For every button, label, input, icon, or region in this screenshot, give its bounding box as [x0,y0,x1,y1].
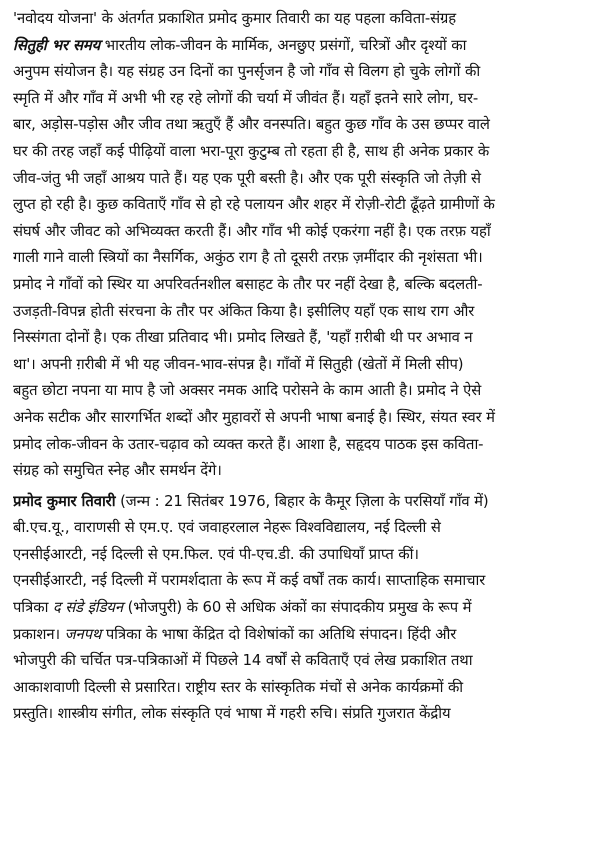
text-line: एनसीईआरटी, नई दिल्ली से एम.फिल. एवं पी-एच.डी. की उपाधियाँ प्राप्त कीं। [13,545,419,563]
magazine-title: द संडे इंडियन [52,599,123,617]
text-line: आकाशवाणी दिल्ली से प्रसारित। राष्ट्रीय स्तर के सांस्कृतिक मंचों से अनेक कार्यक्रमों की [13,678,464,696]
text-line [13,622,590,649]
text-line: प्रस्तुति। शास्त्रीय संगीत, लोक संस्कृति एवं भाषा में गहरी रुचि। संप्रति गुजरात केंद्रीय [13,705,451,723]
text-line [13,595,590,622]
text-line: भोजपुरी की चर्चित पत्र-पत्रिकाओं में पिछले 14 वर्षों से कविताएँ एवं लेख प्रकाशित तथा [13,652,473,670]
text-line [13,489,590,516]
text-line: संघर्ष और जीवट को अभिव्यक्त करती हैं। और गाँव भी कोई एकरंगा नहीं है। एक तरफ़ यहाँ [13,222,491,240]
text-line: बी.एच.यू., वाराणसी से एम.ए. एवं जवाहरलाल नेहरू विश्वविद्यालय, नई दिल्ली से [13,519,441,537]
text-line: प्रमोद ने गाँवों को स्थिर या अपरिवर्तनशील बसाहट के तौर पर नहीं देखा है, बल्कि बदलती- [13,275,483,293]
text-segment: (जन्म : 21 सितंबर 1976, बिहार के कैमूर ज़िला के परसियाँ गाँव में) [115,492,489,510]
book-description-paragraph [13,6,590,485]
text-line: था'। अपनी ग़रीबी में भी यह जीवन-भाव-संपन्न है। गाँवों में सितुही (खेतों में मिली सीप) [13,355,464,373]
book-title: सितुही भर समय [13,36,101,54]
text-line: जीव-जंतु भी जहाँ आश्रय पाते हैं। यह एक पूरी बस्ती है। और एक पूरी संस्कृति जो तेज़ी से [13,169,481,187]
text-line: बहुत छोटा नपना या माप है जो अक्सर नमक आदि परोसने के काम आती है। प्रमोद ने ऐसे [13,382,482,400]
text-segment: (भोजपुरी) के 60 से अधिक अंकों का संपादकीय प्रमुख के रूप में [123,599,472,617]
author-bio-paragraph [13,489,590,728]
text-segment: भारतीय लोक-जीवन के मार्मिक, अनछुए प्रसंगों, चरित्रों और दृश्यों का [100,36,467,54]
text-line: 'नवोदय योजना' के अंतर्गत प्रकाशित प्रमोद कुमार तिवारी का यह पहला कविता-संग्रह [13,10,457,27]
text-line: स्मृति में और गाँव में अभी भी रह रहे लोगों की चर्या में जीवंत हैं। यहाँ इतने सारे लोग, घर- [13,89,479,107]
text-line: संग्रह को समुचित स्नेह और समर्थन देंगे। [13,462,222,480]
text-segment: प्रकाशन। [13,625,65,643]
text-line: अनुपम संयोजन है। यह संग्रह उन दिनों का पुनर्सृजन है जो गाँव से विलग हो चुके लोगों की [13,63,481,81]
text-line [13,33,590,60]
author-name: प्रमोद कुमार तिवारी [13,492,116,510]
text-line: बार, अड़ोस-पड़ोस और जीव तथा ऋतुएँ हैं और वनस्पति। बहुत कुछ गाँव के उस छप्पर वाले [13,116,490,134]
text-line: उजड़ती-विपन्न होती संरचना के तौर पर अंकित किया है। इसीलिए यहाँ एक साथ राग और [13,302,475,320]
text-line: एनसीईआरटी, नई दिल्ली में परामर्शदाता के रूप में कई वर्षों तक कार्य। साप्ताहिक समाचार [13,572,486,590]
text-line: अनेक सटीक और सारगर्भित शब्दों और मुहावरों से अपनी भाषा बनाई है। स्थिर, संयत स्वर में [13,408,495,426]
text-line: लुप्त हो रही है। कुछ कविताएँ गाँव से हो रहे पलायन और शहर में रोज़ी-रोटी ढूँढ़ते ग्रामीणों के [13,196,495,214]
text-line: प्रमोद लोक-जीवन के उतार-चढ़ाव को व्यक्त करते हैं। आशा है, सहृदय पाठक इस कविता- [13,435,484,453]
text-segment: पत्रिका [13,599,53,617]
magazine-title: जनपथ [64,625,102,643]
text-line: गाली गाने वाली स्त्रियों का नैसर्गिक, अकुंठ राग है तो दूसरी तरफ़ ज़मींदार की नृशंसता भी। [13,249,483,267]
text-line: निस्संगता दोनों है। एक तीखा प्रतिवाद भी। प्रमोद लिखते हैं, 'यहाँ ग़रीबी थी पर अभाव न [13,329,473,347]
text-segment: पत्रिका के भाषा केंद्रित दो विशेषांकों का अतिथि संपादन। हिंदी और [101,625,457,643]
text-line: घर की तरह जहाँ कई पीढ़ियों वाला भरा-पूरा कुटुम्ब तो रहता ही है, साथ ही अनेक प्रकार के [13,142,490,160]
